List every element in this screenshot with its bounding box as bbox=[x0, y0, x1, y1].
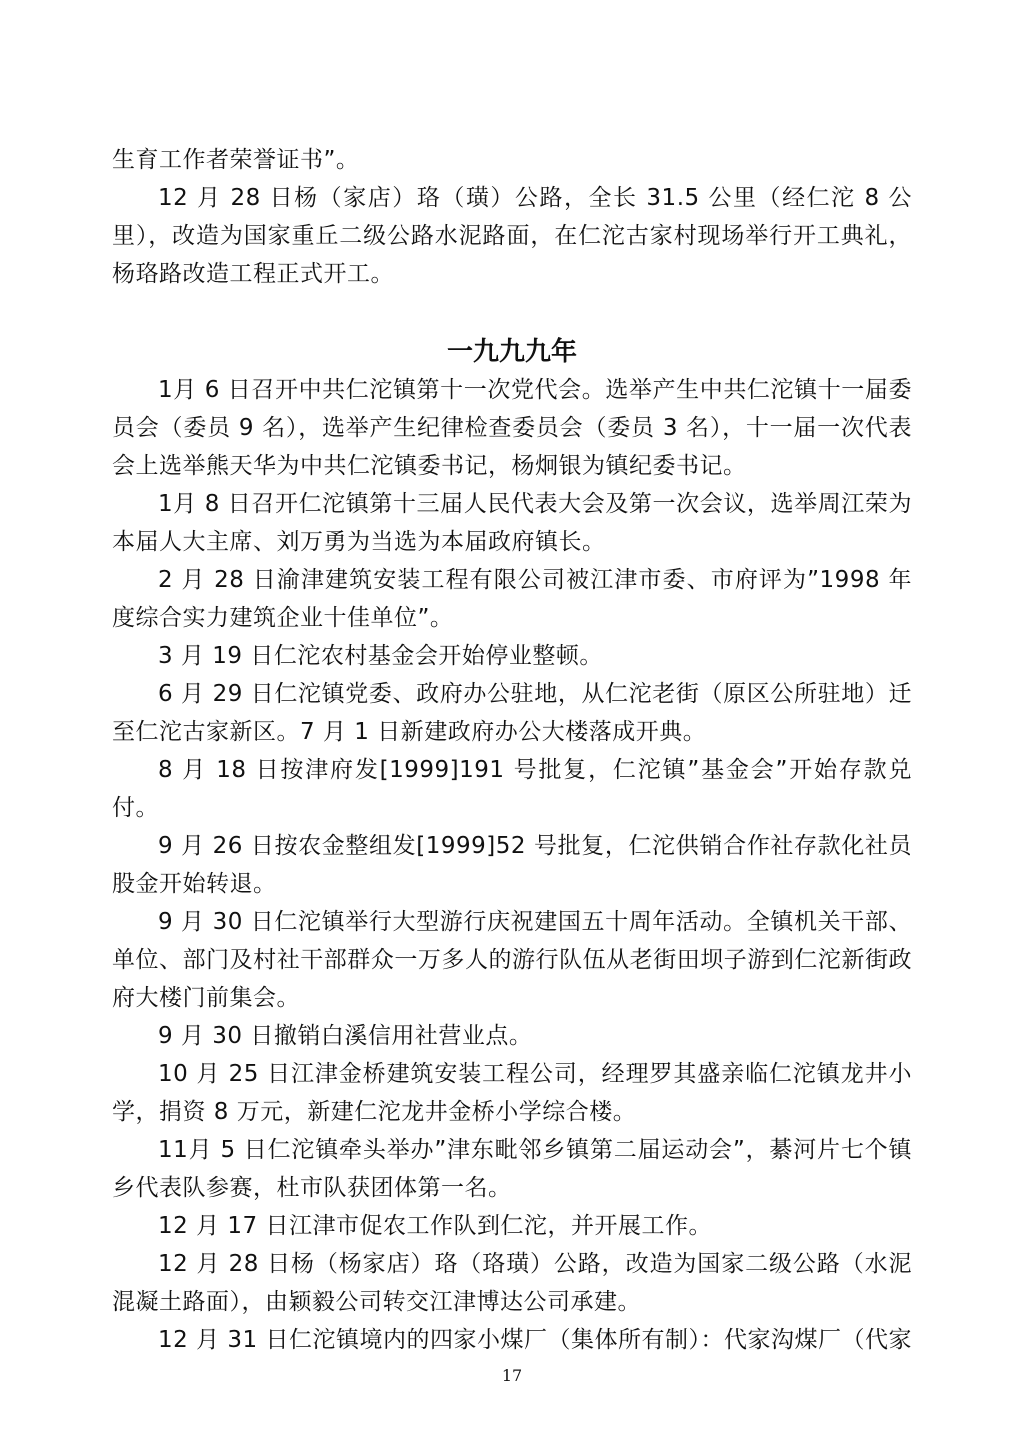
paragraph-road-1998: 12 月 28 日杨（家店）珞（璜）公路，全长 31.5 公里（经仁沱 8 公里），改造为国家重丘二级公路水泥路面，在仁沱古家村现场举行开工典礼，杨珞路改造工程正式开工。 bbox=[112, 185, 912, 287]
page-number: 17 bbox=[501, 1366, 523, 1385]
entry-paragraph: 12 月 17 日江津市促农工作队到仁沱，并开展工作。 bbox=[158, 1213, 712, 1239]
entry-paragraph: 12 月 28 日杨（杨家店）珞（珞璜）公路，改造为国家二级公路（水泥混凝土路面），由颖毅公司转交江津博达公司承建。 bbox=[112, 1251, 912, 1315]
entry-paragraph: 12 月 31 日仁沱镇境内的四家小煤厂（集体所有制）：代家沟煤厂（代家 bbox=[158, 1327, 912, 1353]
entry-paragraph: 9 月 30 日撤销白溪信用社营业点。 bbox=[158, 1023, 533, 1049]
entry-paragraph: 9 月 26 日按农金整组发[1999]52 号批复，仁沱供销合作社存款化社员股金开始转退。 bbox=[112, 833, 912, 897]
entry-paragraph: 2 月 28 日渝津建筑安装工程有限公司被江津市委、市府评为”1998 年度综合实力建筑企业十佳单位”。 bbox=[112, 567, 912, 631]
entry-paragraph: 6 月 29 日仁沱镇党委、政府办公驻地，从仁沱老街（原区公所驻地）迁至仁沱古家新区。7 月 1 日新建政府办公大楼落成开典。 bbox=[112, 681, 912, 745]
page-content bbox=[112, 141, 912, 1359]
entry-paragraph: 1月 8 日召开仁沱镇第十三届人民代表大会及第一次会议，选举周江荣为本届人大主席、刘万勇为当选为本届政府镇长。 bbox=[112, 491, 912, 555]
entry-paragraph: 9 月 30 日仁沱镇举行大型游行庆祝建国五十周年活动。全镇机关干部、单位、部门及村社干部群众一万多人的游行队伍从老街田坝子游到仁沱新街政府大楼门前集会。 bbox=[112, 909, 912, 1011]
entry-paragraph: 10 月 25 日江津金桥建筑安装工程公司，经理罗其盛亲临仁沱镇龙井小学，捐资 8 万元，新建仁沱龙井金桥小学综合楼。 bbox=[112, 1061, 912, 1125]
paragraph-continuation: 生育工作者荣誉证书”。 bbox=[112, 147, 360, 173]
entry-paragraph: 1月 6 日召开中共仁沱镇第十一次党代会。选举产生中共仁沱镇十一届委员会（委员 9 名），选举产生纪律检查委员会（委员 3 名），十一届一次代表会上选举熊天华为中共仁沱镇委书记，杨炯银为镇纪委书记。 bbox=[112, 377, 912, 479]
entry-paragraph: 3 月 19 日仁沱农村基金会开始停业整顿。 bbox=[158, 643, 603, 669]
entry-paragraph: 8 月 18 日按津府发[1999]191 号批复，仁沱镇”基金会”开始存款兑付。 bbox=[112, 757, 912, 821]
section-title-1999: 一九九九年 bbox=[446, 337, 577, 367]
entry-paragraph: 11月 5 日仁沱镇牵头举办”津东毗邻乡镇第二届运动会”，綦河片七个镇乡代表队参赛，杜市队获团体第一名。 bbox=[112, 1137, 912, 1201]
